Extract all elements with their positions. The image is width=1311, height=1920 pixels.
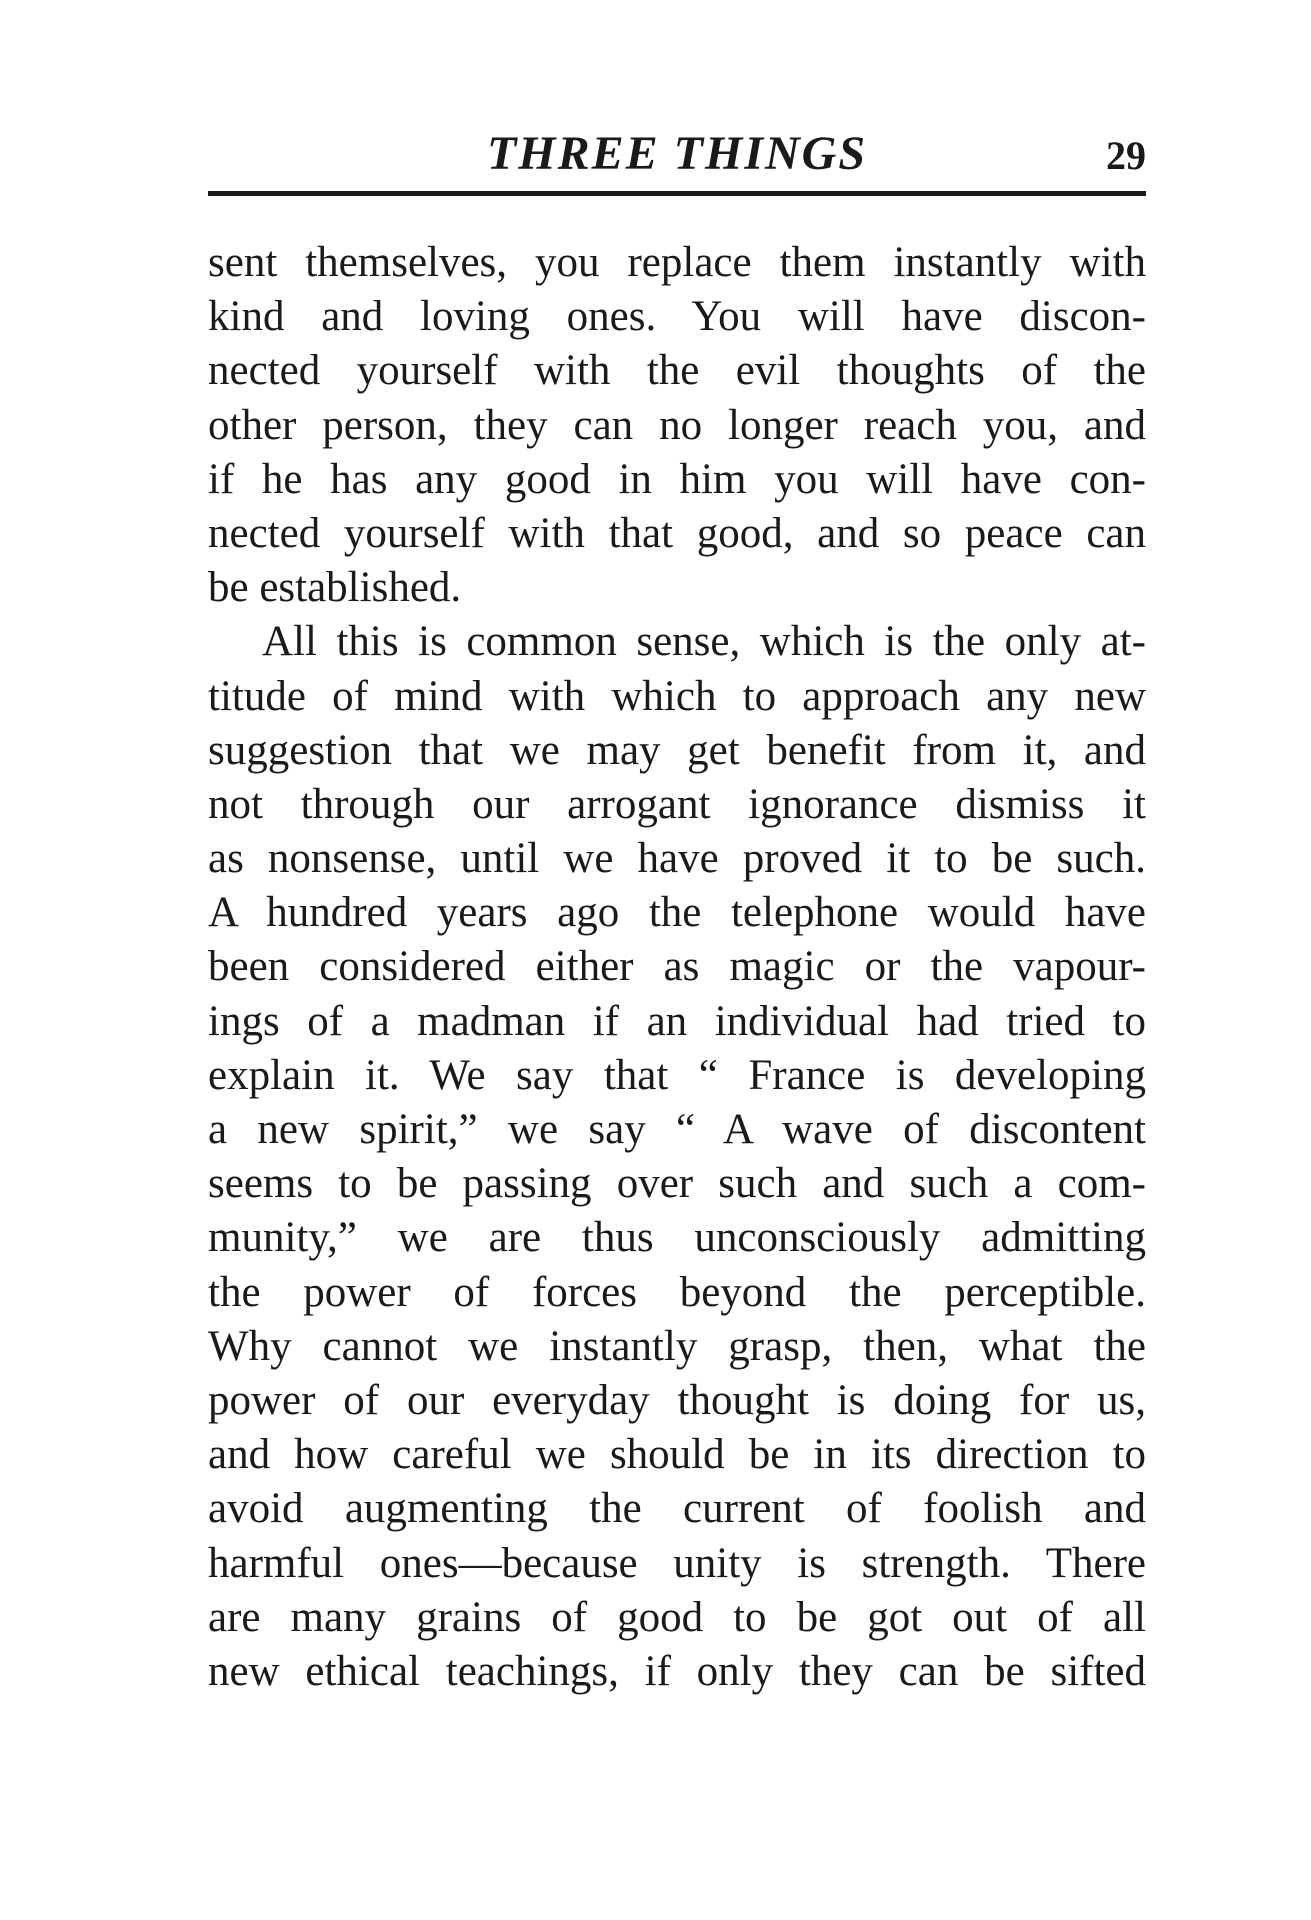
text-line: suggestion that we may get benefit from it, and (208, 726, 1146, 774)
text-line: harmful ones—because unity is strength. There (208, 1539, 1146, 1587)
running-title: THREE THINGS (486, 127, 868, 180)
text-line: new ethical teachings, if only they can be sifted (208, 1647, 1146, 1695)
text-line: nected yourself with the evil thoughts of the (208, 347, 1146, 395)
text-line: nected yourself with that good, and so peace can (208, 509, 1146, 557)
text-line: munity,” we are thus unconsciously admitting (208, 1214, 1146, 1262)
text-line: and how careful we should be in its direction to (208, 1431, 1146, 1479)
text-line: other person, they can no longer reach you, and (208, 401, 1146, 449)
text-line: been considered either as magic or the vapour- (208, 943, 1146, 991)
header-rule (208, 191, 1146, 196)
text-line: explain it. We say that “ France is developing (208, 1051, 1146, 1099)
text-line: a new spirit,” we say “ A wave of discontent (208, 1106, 1146, 1153)
text-line: power of our everyday thought is doing for us, (208, 1376, 1146, 1424)
text-line: be established. (208, 564, 462, 612)
text-line: the power of forces beyond the perceptible. (208, 1268, 1146, 1316)
body-text (208, 236, 1146, 1699)
text-line: Why cannot we instantly grasp, then, what the (208, 1322, 1146, 1370)
text-line: All this is common sense, which is the only at- (262, 618, 1146, 666)
text-line: titude of mind with which to approach any new (208, 672, 1146, 720)
text-line: ings of a madman if an individual had tried to (208, 997, 1146, 1045)
text-line: avoid augmenting the current of foolish and (208, 1485, 1146, 1533)
running-head (208, 126, 1146, 186)
text-line: not through our arrogant ignorance dismiss it (208, 780, 1146, 828)
page-number: 29 (1106, 133, 1146, 178)
text-line: as nonsense, until we have proved it to be such. (208, 835, 1146, 883)
text-line: kind and loving ones. You will have discon- (208, 293, 1146, 341)
text-line: are many grains of good to be got out of all (208, 1593, 1146, 1641)
text-line: A hundred years ago the telephone would have (208, 889, 1146, 937)
text-line: sent themselves, you replace them instantly with (208, 239, 1146, 286)
text-line: if he has any good in him you will have con- (208, 455, 1146, 503)
text-line: seems to be passing over such and such a com- (208, 1160, 1146, 1208)
